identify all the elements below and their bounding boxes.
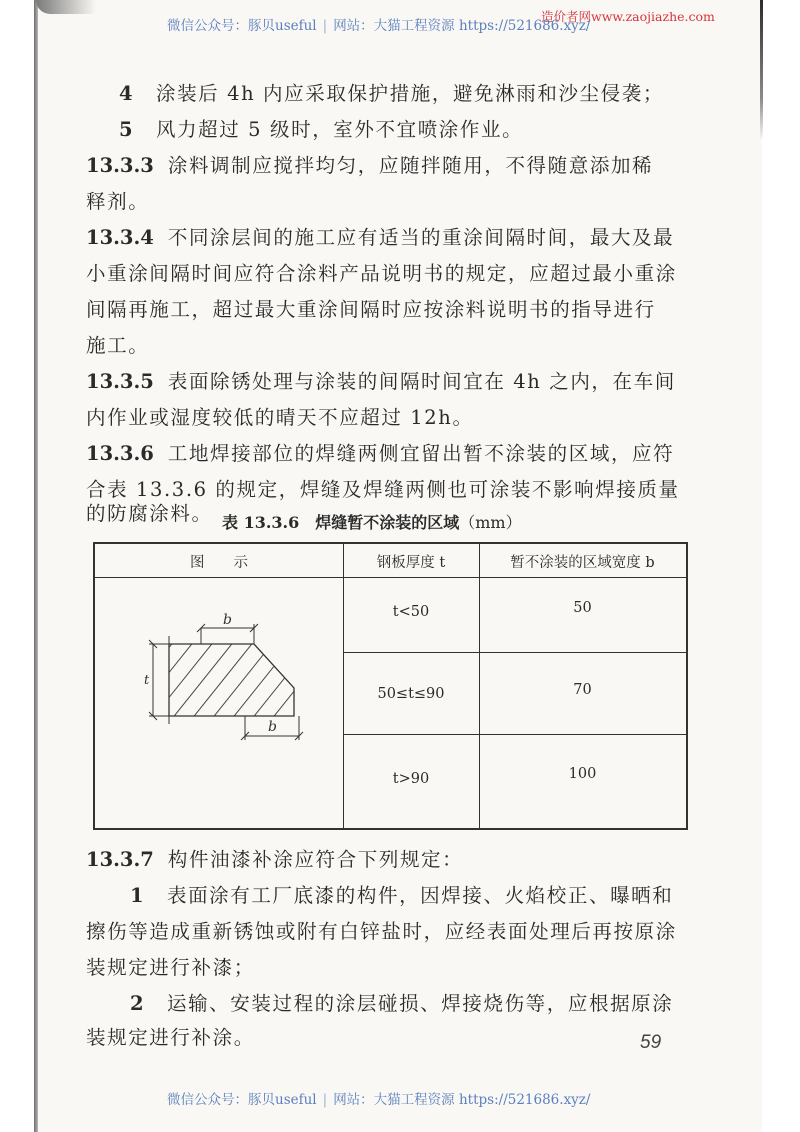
clause-13-3-3 [86, 148, 653, 184]
cell-thickness: t>90 [392, 771, 430, 787]
watermark-separator: | [322, 18, 328, 34]
clause-text: 施工。 [86, 334, 150, 357]
clause-number: 13.3.5 [86, 370, 154, 393]
table-title [222, 510, 522, 533]
paper-edge-right [760, 0, 763, 140]
page-number: 59 [640, 1032, 662, 1053]
clause-13-3-5 [86, 364, 676, 400]
item-text: 装规定进行补涂。 [86, 1026, 255, 1049]
clause-text: 合表 13.3.6 的规定，焊缝及焊缝两侧也可涂装不影响焊接质量 [86, 478, 680, 501]
clause-text: 构件油漆补涂应符合下列规定： [167, 848, 464, 871]
clause-text: 工地焊接部位的焊缝两侧宜留出暂不涂装的区域，应符 [167, 442, 675, 465]
clause-text: 内作业或湿度较低的晴天不应超过 12h。 [86, 406, 474, 429]
clause-13-3-7 [86, 842, 463, 878]
corner-shadow [36, 0, 96, 14]
table-title-text: 表 13.3.6 焊缝暂不涂装的区域 [222, 513, 460, 532]
watermark-top [167, 14, 590, 34]
header-diagram: 图 示 [190, 555, 248, 571]
clause-text: 小重涂间隔时间应符合涂料产品说明书的规定，应超过最小重涂 [86, 262, 677, 285]
clause-text: 释剂。 [86, 190, 150, 213]
item-text: 擦伤等造成重新锈蚀或附有白锌盐时，应经表面处理后再按原涂 [86, 920, 677, 943]
svg-text:b: b [268, 719, 277, 735]
clause-number: 13.3.6 [86, 442, 154, 465]
watermark-bottom [167, 1088, 590, 1108]
watermark-red: 造价者网www.zaojiazhe.com [541, 9, 715, 24]
cell-width: 100 [568, 766, 597, 782]
list-item [119, 112, 523, 148]
sub-item-2 [130, 986, 673, 1022]
watermark-wechat: 微信公众号：豚贝useful [167, 18, 317, 34]
clause-13-3-4 [86, 220, 674, 256]
item-text: 表面涂有工厂底漆的构件，因焊接、火焰校正、曝晒和 [166, 884, 674, 907]
clause-text: 间隔再施工，超过最大重涂间隔时应按涂料说明书的指导进行 [86, 298, 656, 321]
clause-text: 涂料调制应搅拌均匀，应随拌随用，不得随意添加稀 [167, 154, 654, 177]
cell-width: 70 [573, 682, 592, 698]
table-row-divider [343, 652, 686, 653]
cell-thickness: 50≤t≤90 [377, 686, 445, 702]
svg-text:b: b [223, 612, 232, 628]
clause-number: 13.3.3 [86, 154, 154, 177]
item-text: 装规定进行补漆； [86, 956, 255, 979]
header-thickness: 钢板厚度 t [376, 555, 446, 571]
cell-width: 50 [573, 600, 592, 616]
clause-13-3-6 [86, 436, 674, 472]
watermark-site: 网站：大猫工程资源 https://521686.xyz/ [333, 18, 591, 34]
item-number: 5 [119, 118, 133, 141]
item-number: 1 [130, 884, 144, 907]
watermark-separator: | [322, 1092, 328, 1108]
cell-thickness: t<50 [392, 604, 430, 620]
svg-text:t: t [144, 673, 150, 688]
item-text: 涂装后 4h 内应采取保护措施，避免淋雨和沙尘侵袭； [155, 82, 664, 105]
clause-number: 13.3.4 [86, 226, 154, 249]
clause-text: 表面除锈处理与涂装的间隔时间宜在 4h 之内，在车间 [167, 370, 676, 393]
watermark-wechat: 微信公众号：豚贝useful [167, 1092, 317, 1108]
item-text: 风力超过 5 级时，室外不宜喷涂作业。 [155, 118, 524, 141]
list-item [119, 76, 664, 112]
table-row-divider [343, 734, 686, 735]
clause-number: 13.3.7 [86, 848, 154, 871]
item-number: 2 [130, 992, 144, 1015]
weld-area-table [93, 542, 688, 830]
item-number: 4 [119, 82, 133, 105]
watermark-site: 网站：大猫工程资源 https://521686.xyz/ [333, 1092, 591, 1108]
table-unit: （mm） [459, 513, 522, 532]
header-width: 暂不涂装的区域宽度 b [510, 555, 655, 571]
table-header-divider [95, 577, 686, 578]
item-text: 运输、安装过程的涂层碰损、焊接烧伤等，应根据原涂 [166, 992, 674, 1015]
paper-edge-left [34, 0, 38, 1132]
clause-text: 不同涂层间的施工应有适当的重涂间隔时间，最大及最 [167, 226, 675, 249]
weld-zone-diagram [95, 580, 343, 828]
sub-item-1 [130, 878, 673, 914]
clause-text: 的防腐涂料。 [86, 502, 213, 525]
